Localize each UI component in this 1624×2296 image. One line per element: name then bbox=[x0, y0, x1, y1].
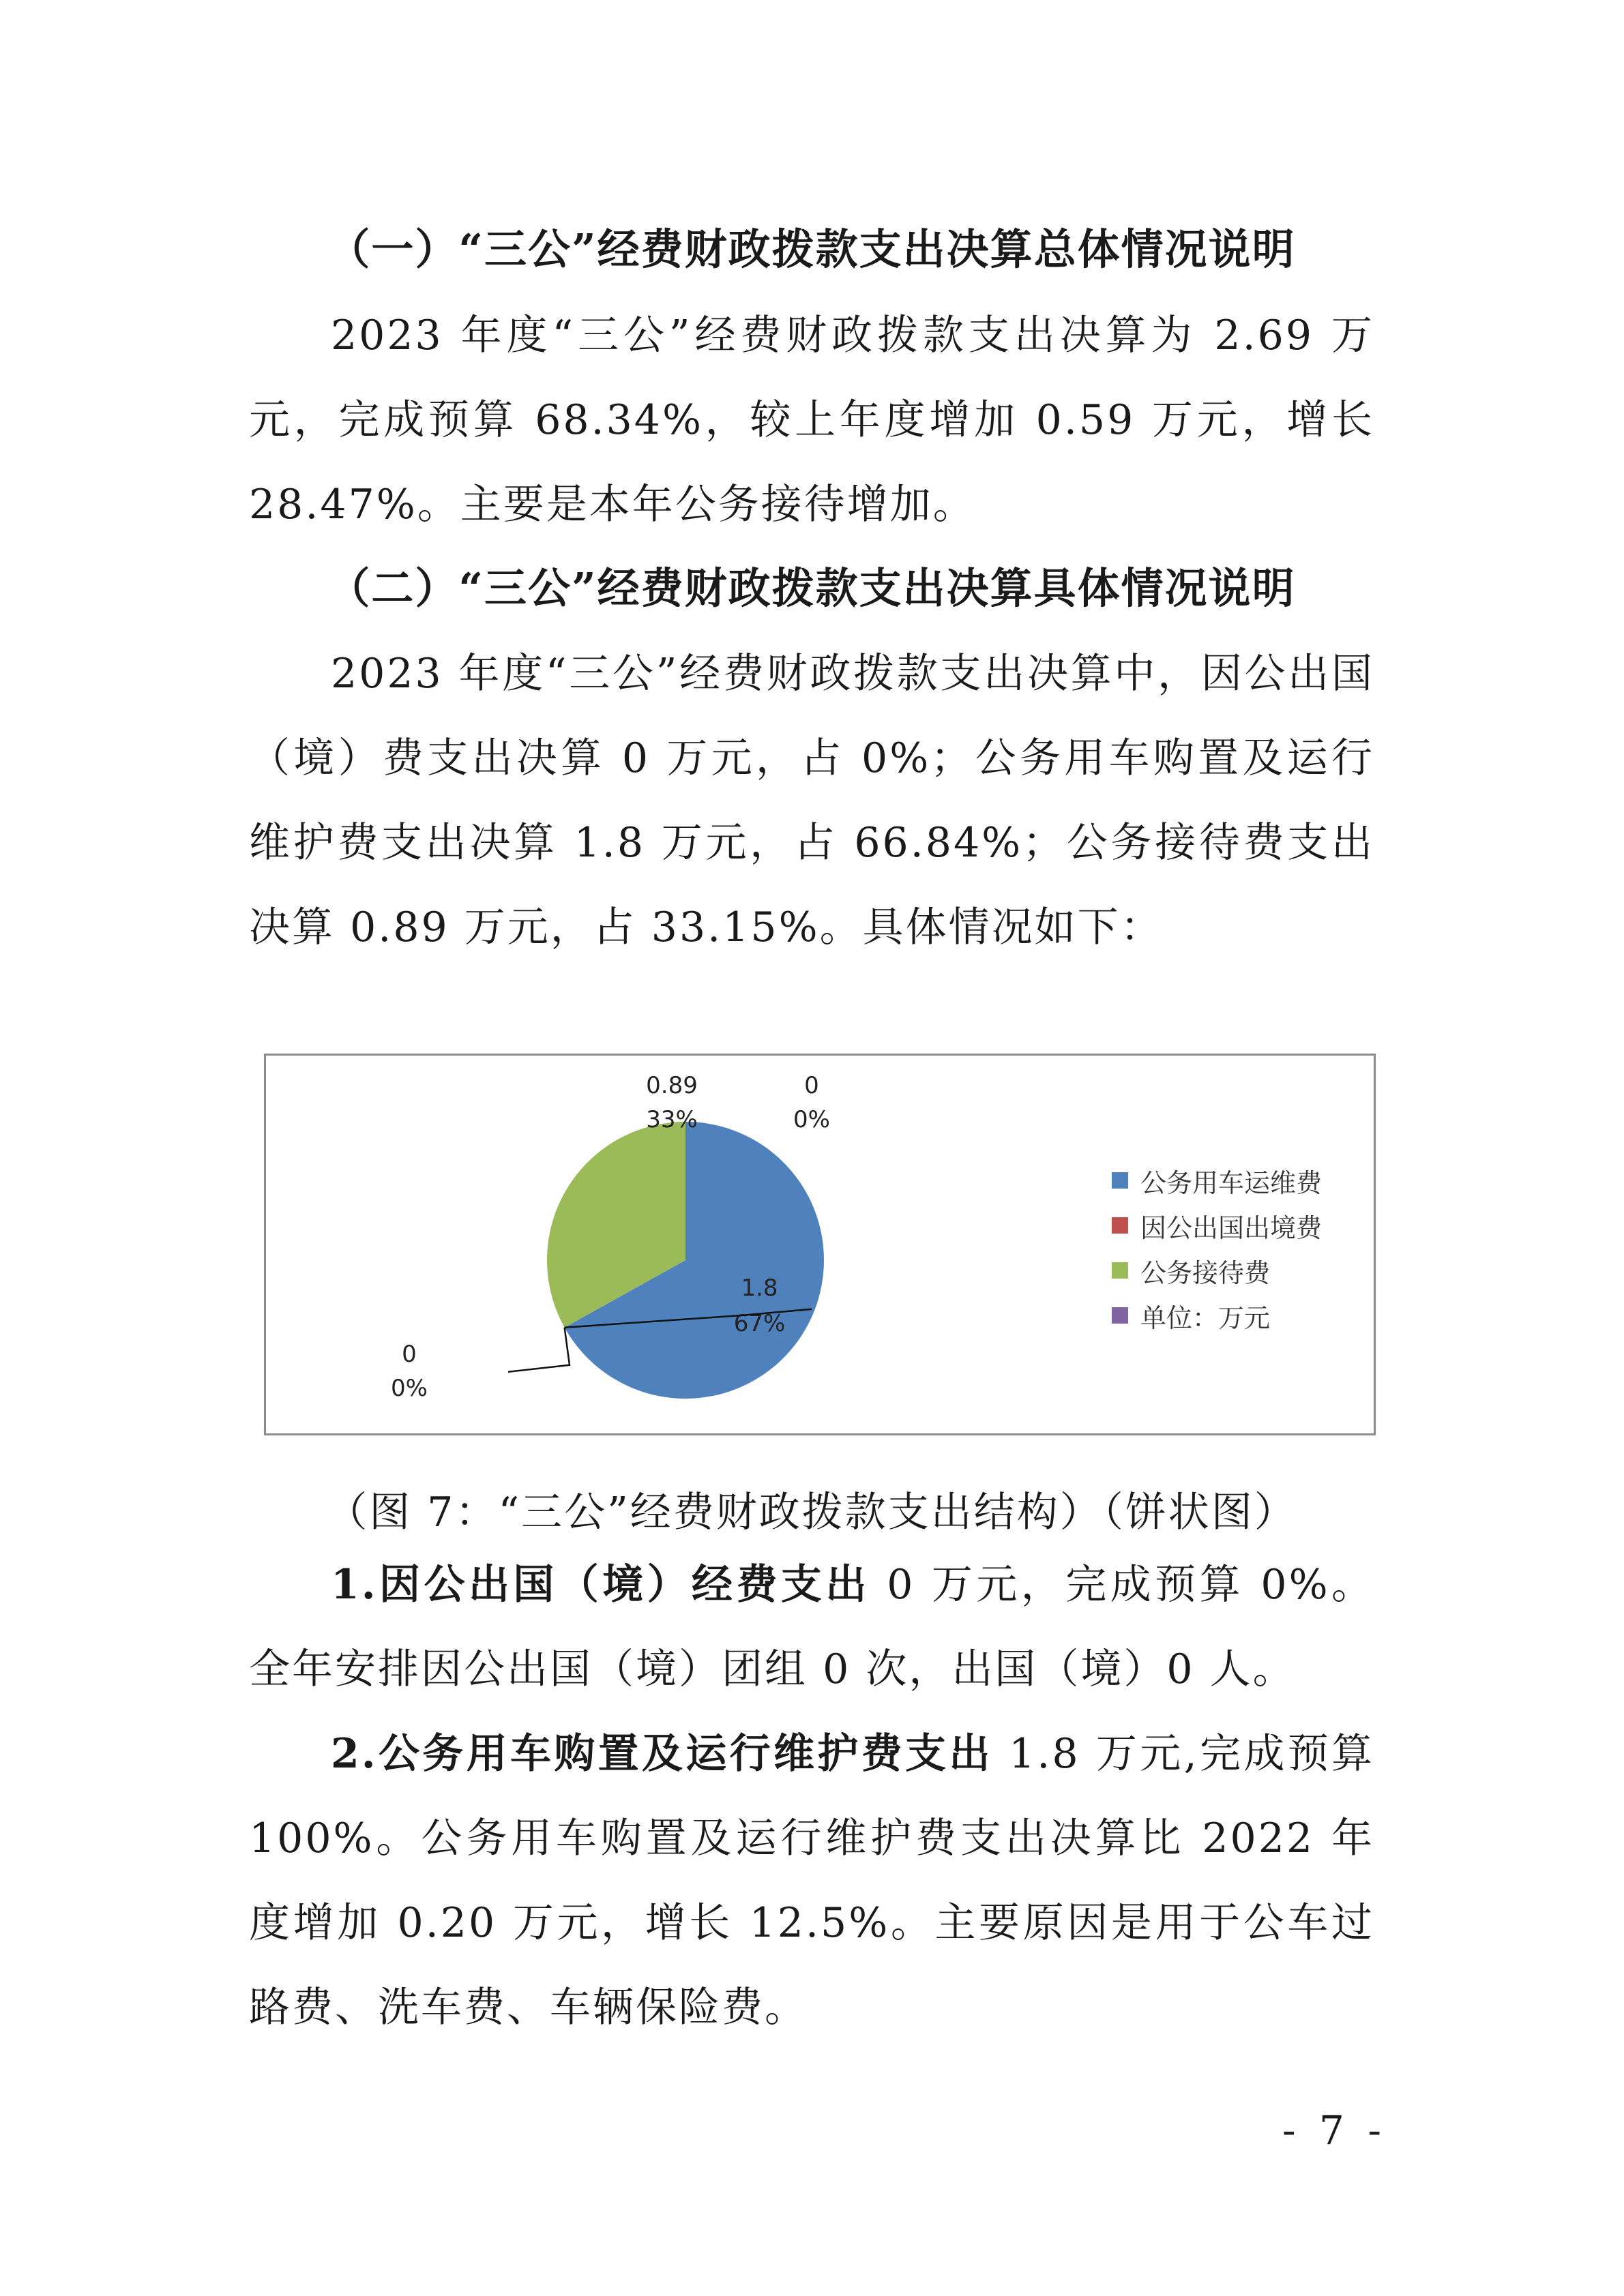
section-heading-2: （二）“三公”经费财政拨款支出决算具体情况说明 bbox=[327, 563, 1296, 613]
item-2-text: 1.8 万元,完成预算 100%。公务用车购置及运行维护费支出决算比 2022 年度增加 0.20 万元，增长 12.5%。主要原因是用于公车过路费、洗车费、车辆保险费。 bbox=[249, 1730, 1374, 2031]
pie-percent-label-1: 0% bbox=[793, 1106, 830, 1133]
item-2-title: 2.公务用车购置及运行维护费支出 bbox=[331, 1730, 993, 1778]
chart-legend bbox=[1112, 1158, 1322, 1338]
pie-value-label-1: 0 bbox=[804, 1072, 819, 1099]
legend-item-3 bbox=[1112, 1293, 1322, 1338]
pie-value-label-2: 0.89 bbox=[646, 1072, 698, 1099]
legend-label-1: 因公出国出境费 bbox=[1140, 1212, 1323, 1243]
legend-item-0 bbox=[1112, 1158, 1322, 1203]
legend-swatch-0 bbox=[1112, 1172, 1128, 1189]
item-1-text: 0 万元，完成预算 0%。全年安排因公出国（境）团组 0 次，出国（境）0 人。 bbox=[249, 1561, 1375, 1693]
pie-percent-label-0: 67% bbox=[733, 1309, 786, 1337]
pie-value-label-3: 0 bbox=[402, 1340, 417, 1368]
section-heading-1: （一）“三公”经费财政拨款支出决算总体情况说明 bbox=[327, 224, 1296, 274]
paragraph-item-2 bbox=[249, 1712, 1374, 2050]
legend-swatch-2 bbox=[1112, 1262, 1128, 1279]
legend-label-2: 公务接待费 bbox=[1140, 1257, 1271, 1288]
legend-swatch-1 bbox=[1112, 1217, 1128, 1234]
pie-leader-line-3 bbox=[508, 1328, 570, 1372]
legend-item-2 bbox=[1112, 1248, 1322, 1293]
pie-percent-label-3: 0% bbox=[391, 1374, 428, 1402]
page-number: - 7 - bbox=[1282, 2107, 1387, 2153]
legend-label-0: 公务用车运维费 bbox=[1140, 1167, 1323, 1198]
pie-value-label-0: 1.8 bbox=[741, 1274, 778, 1302]
legend-swatch-3 bbox=[1112, 1307, 1128, 1324]
paragraph-overview: 2023 年度“三公”经费财政拨款支出决算为 2.69 万元，完成预算 68.34%，较上年度增加 0.59 万元，增长 28.47%。主要是本年公务接待增加。 bbox=[249, 312, 1374, 528]
paragraph-details: 2023 年度“三公”经费财政拨款支出决算中，因公出国（境）费支出决算 0 万元，占 0%；公务用车购置及运行维护费支出决算 1.8 万元，占 66.84%；公务接待费支出决算 0.89 万元，占 33.15%。具体情况如下： bbox=[249, 650, 1374, 951]
figure-caption: （图 7：“三公”经费财政拨款支出结构）（饼状图） bbox=[326, 1489, 1297, 1536]
pie-chart bbox=[264, 1054, 1376, 1435]
legend-label-3: 单位：万元 bbox=[1140, 1302, 1271, 1333]
paragraph-item-1 bbox=[249, 1542, 1374, 1712]
item-1-title: 1.因公出国（境）经费支出 bbox=[331, 1561, 870, 1609]
pie-percent-label-2: 33% bbox=[646, 1106, 698, 1133]
legend-item-1 bbox=[1112, 1203, 1322, 1248]
